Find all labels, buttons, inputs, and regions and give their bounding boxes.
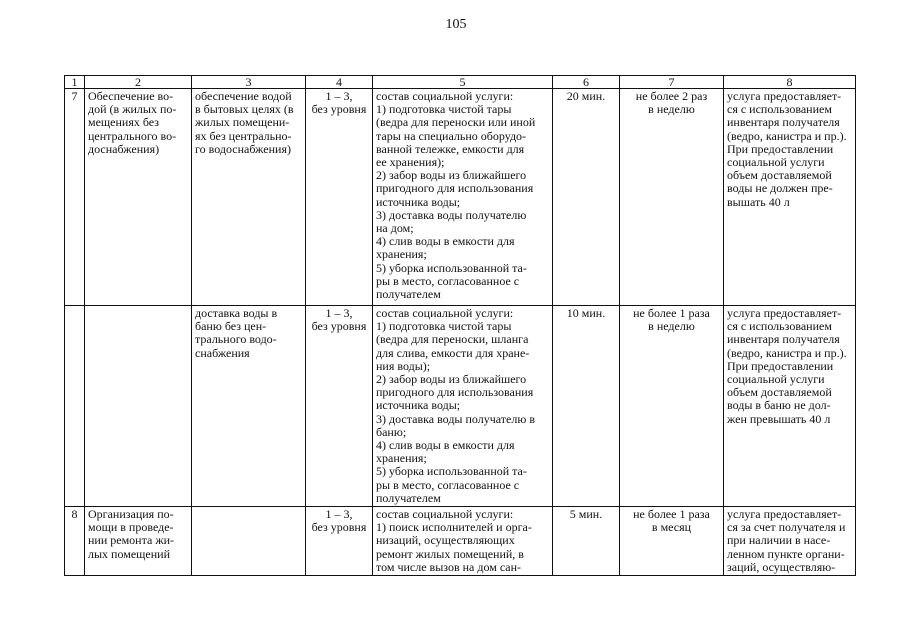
service-name-cell — [85, 306, 192, 507]
text-line: вышать 40 л — [727, 194, 790, 209]
service-name-cell — [85, 507, 192, 576]
text-line: жен превышать 40 л — [727, 411, 831, 426]
text-line: (ведро, канистра и пр.). — [727, 128, 847, 143]
duration-cell: 20 мин. — [553, 89, 620, 306]
text-line: (ведро, канистра и пр.). — [727, 345, 847, 360]
service-content-cell — [373, 89, 553, 306]
text-line: в неделю — [648, 319, 695, 334]
table-row — [65, 306, 856, 507]
text-line: состав социальной услуги: — [376, 507, 514, 522]
text-line: низаций, осуществляющих — [376, 533, 515, 548]
service-description-cell — [192, 306, 306, 507]
text-line: мещениях без — [88, 115, 160, 130]
text-line: на дом; — [376, 221, 414, 236]
service-content-cell — [373, 306, 553, 507]
text-line: источника воды; — [376, 194, 461, 209]
text-line: объем доставляемой — [727, 385, 832, 400]
text-line: не более 2 раз — [635, 89, 708, 103]
text-line: ся с использованием — [727, 102, 832, 117]
text-line: ры в место, согласованное с — [376, 273, 520, 288]
text-line: баню; — [376, 424, 407, 439]
text-line: тары на специально оборудо- — [376, 128, 527, 143]
text-line: 1 – 3, — [325, 89, 353, 103]
header-cell-6: 6 — [553, 76, 620, 89]
text-line: ее хранения); — [376, 155, 445, 170]
text-line: в бытовых целях (в — [195, 102, 294, 117]
text-line: 5) уборка использованной та- — [376, 464, 527, 479]
text-line: 3) доставка воды получателю — [376, 207, 527, 222]
frequency-cell — [620, 306, 724, 507]
row-number-cell: 7 — [65, 89, 85, 306]
text-line: обеспечение водой — [195, 89, 292, 103]
header-cell-8: 8 — [724, 76, 856, 89]
text-line: в неделю — [648, 102, 695, 117]
header-row — [65, 76, 856, 89]
level-cell — [306, 306, 373, 507]
text-line: 2) забор воды из ближайшего — [376, 168, 527, 183]
text-line: центрального во- — [88, 128, 177, 143]
row-number-cell — [65, 306, 85, 507]
text-line: для слива, емкости для хране- — [376, 345, 530, 360]
text-line: ремонт жилых помещений, в — [376, 546, 524, 561]
text-line: При предоставлении — [727, 358, 834, 373]
text-line: го водоснабжения) — [195, 141, 291, 156]
text-line: социальной услуги — [727, 155, 825, 170]
notes-cell — [724, 306, 856, 507]
row-number-cell: 8 — [65, 507, 85, 576]
text-line: инвентаря получателя — [727, 332, 840, 347]
text-line: ванной тележке, емкости для — [376, 141, 525, 156]
header-cell-5: 5 — [373, 76, 553, 89]
header-cell-3: 3 — [192, 76, 306, 89]
text-line: ленном пункте органи- — [727, 546, 845, 561]
text-line: состав социальной услуги: — [376, 306, 514, 320]
level-cell — [306, 89, 373, 306]
text-line: При предоставлении — [727, 141, 834, 156]
text-line: не более 1 раза — [633, 306, 710, 320]
header-cell-4: 4 — [306, 76, 373, 89]
text-line: хранения; — [376, 247, 427, 262]
header-cell-7: 7 — [620, 76, 724, 89]
page-number: 105 — [445, 17, 467, 32]
text-line: в месяц — [651, 520, 692, 535]
text-line: Обеспечение во- — [88, 89, 174, 103]
text-line: 3) доставка воды получателю в — [376, 411, 535, 426]
text-line: объем доставляемой — [727, 168, 832, 183]
text-line: воды в баню не дол- — [727, 398, 831, 413]
text-line: 1) подготовка чистой тары — [376, 102, 512, 117]
services-table — [64, 75, 856, 576]
service-content-cell — [373, 507, 553, 576]
text-line: источника воды; — [376, 398, 461, 413]
text-line: услуга предоставляет- — [727, 89, 842, 103]
duration-cell: 5 мин. — [553, 507, 620, 576]
service-name-cell — [85, 89, 192, 306]
text-line: услуга предоставляет- — [727, 306, 842, 320]
text-line: 1 – 3, — [325, 306, 353, 320]
text-line: снабжения — [195, 345, 250, 360]
text-line: дой (в жилых по- — [88, 102, 177, 117]
text-line: том числе вызов на дом сан- — [376, 559, 522, 574]
level-cell — [306, 507, 373, 576]
text-line: Организация по- — [88, 507, 174, 522]
text-line: без уровня — [311, 319, 367, 334]
text-line: мощи в проведе- — [88, 520, 174, 535]
text-line: ях без центрально- — [195, 128, 292, 143]
text-line: инвентаря получателя — [727, 115, 840, 130]
text-line: 1) подготовка чистой тары — [376, 319, 512, 334]
text-line: ры в место, согласованное с — [376, 477, 520, 492]
text-line: лых помещений — [88, 546, 170, 561]
text-line: 4) слив воды в емкости для — [376, 438, 515, 453]
notes-cell — [724, 89, 856, 306]
notes-cell — [724, 507, 856, 576]
text-line: 1 – 3, — [325, 507, 353, 522]
text-line: социальной услуги — [727, 372, 825, 387]
text-line: услуга предоставляет- — [727, 507, 842, 522]
text-line: пригодного для использования — [376, 181, 534, 196]
text-line: хранения; — [376, 451, 427, 466]
text-line: доснабжения) — [88, 141, 160, 156]
text-line: жилых помещени- — [195, 115, 290, 130]
text-line: пригодного для использования — [376, 385, 534, 400]
text-line: 4) слив воды в емкости для — [376, 234, 515, 249]
text-line: ся за счет получателя и — [727, 520, 846, 535]
text-line: 1) поиск исполнителей и орга- — [376, 520, 532, 535]
text-line: 2) забор воды из ближайшего — [376, 372, 527, 387]
text-line: состав социальной услуги: — [376, 89, 514, 103]
text-line: доставка воды в — [195, 306, 278, 320]
text-line: трального водо- — [195, 332, 277, 347]
service-description-cell — [192, 89, 306, 306]
text-line: баню без цен- — [195, 319, 267, 334]
header-cell-1: 1 — [65, 76, 85, 89]
header-cell-2: 2 — [85, 76, 192, 89]
text-line: без уровня — [311, 102, 367, 117]
table-row — [65, 89, 856, 306]
table-row — [65, 507, 856, 576]
duration-cell: 10 мин. — [553, 306, 620, 507]
text-line: 5) уборка использованной та- — [376, 260, 527, 275]
text-line: заций, осуществляю- — [727, 559, 836, 574]
text-line: при наличии в насе- — [727, 533, 831, 548]
text-line: без уровня — [311, 520, 367, 535]
text-line: (ведра для переноски, шланга — [376, 332, 529, 347]
text-line: (ведра для переноски или иной — [376, 115, 536, 130]
text-line: получателем — [376, 287, 441, 302]
text-line: ся с использованием — [727, 319, 832, 334]
text-line: воды не должен пре- — [727, 181, 833, 196]
text-line: не более 1 раза — [633, 507, 710, 522]
service-description-cell — [192, 507, 306, 576]
text-line: ния воды); — [376, 358, 431, 373]
frequency-cell — [620, 507, 724, 576]
text-line: нии ремонта жи- — [88, 533, 175, 548]
text-line: получателем — [376, 490, 441, 505]
frequency-cell — [620, 89, 724, 306]
